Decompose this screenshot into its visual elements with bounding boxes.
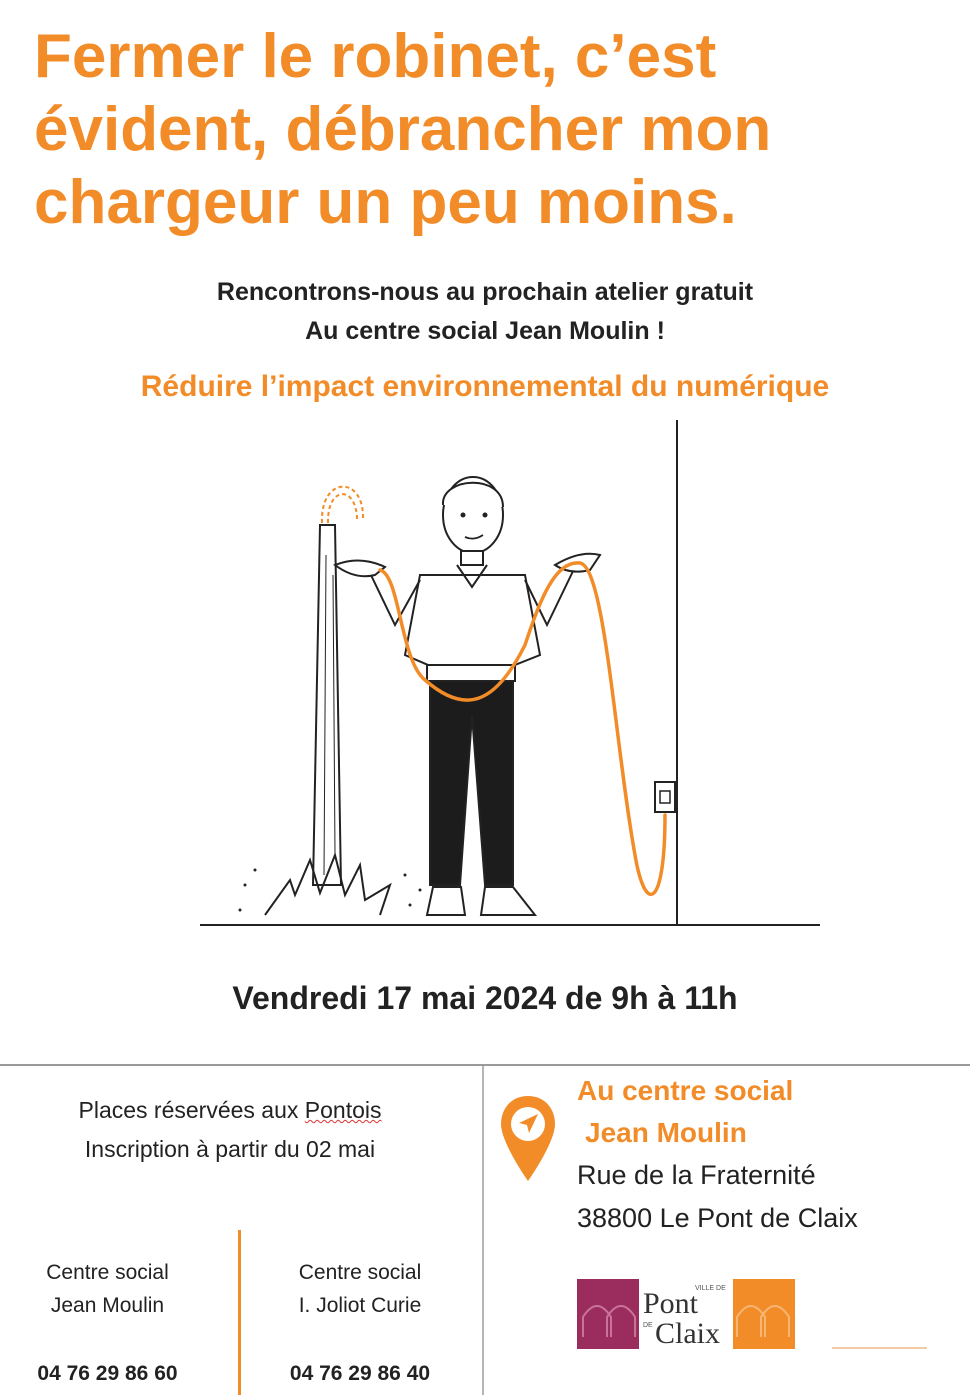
headline xyxy=(34,20,954,239)
centre-joliot-curie xyxy=(245,1256,475,1322)
workshop-subtitle: Réduire l’impact environnemental du numérique xyxy=(140,370,830,403)
section-divider xyxy=(0,1064,970,1066)
phone-jean-moulin[interactable]: 04 76 29 86 60 xyxy=(37,1362,178,1385)
venue-city: 38800 Le Pont de Claix xyxy=(577,1203,858,1233)
venue-line-1: Au centre social xyxy=(577,1075,794,1106)
centre-jean-moulin xyxy=(0,1256,215,1322)
headline-line-2: évident, débrancher mon xyxy=(34,95,772,164)
logo-underline xyxy=(832,1347,927,1349)
venue-street: Rue de la Fraternité xyxy=(577,1160,816,1190)
headline-line-1: Fermer le robinet, c’est xyxy=(34,22,717,91)
faucet-water-icon xyxy=(239,487,422,915)
event-date: Vendredi 17 mai 2024 de 9h à 11h xyxy=(232,980,738,1016)
column-divider xyxy=(482,1066,484,1395)
pont-de-claix-logo xyxy=(577,1277,797,1351)
phone-joliot-curie[interactable]: 04 76 29 86 40 xyxy=(289,1362,431,1385)
invite-line-1: Rencontrons-nous au prochain atelier gratuit xyxy=(216,278,754,306)
wall-outlet-icon xyxy=(655,782,675,812)
map-pin-icon xyxy=(497,1093,559,1185)
logo-small-text-2: DE xyxy=(643,1322,653,1329)
invite-line-2: Au centre social Jean Moulin ! xyxy=(305,317,665,345)
places-word: Pontois xyxy=(304,1097,382,1123)
places-prefix: Places réservées aux xyxy=(78,1097,305,1123)
centre-name: Jean Moulin xyxy=(50,1294,165,1317)
centre-label: Centre social xyxy=(46,1261,169,1284)
centre-label: Centre social xyxy=(298,1261,422,1284)
centres-divider xyxy=(238,1230,241,1395)
logo-word-1: Pont xyxy=(643,1287,699,1320)
venue-line-2: Jean Moulin xyxy=(585,1117,747,1148)
inscription-info: Inscription à partir du 02 mai xyxy=(84,1136,376,1162)
man-with-cable-illustration xyxy=(195,415,825,935)
logo-word-2: Claix xyxy=(655,1317,720,1350)
headline-line-3: chargeur un peu moins. xyxy=(34,168,737,237)
logo-small-text: VILLE DE xyxy=(695,1285,726,1292)
places-info xyxy=(0,1097,460,1124)
centre-name: I. Joliot Curie xyxy=(298,1294,422,1317)
